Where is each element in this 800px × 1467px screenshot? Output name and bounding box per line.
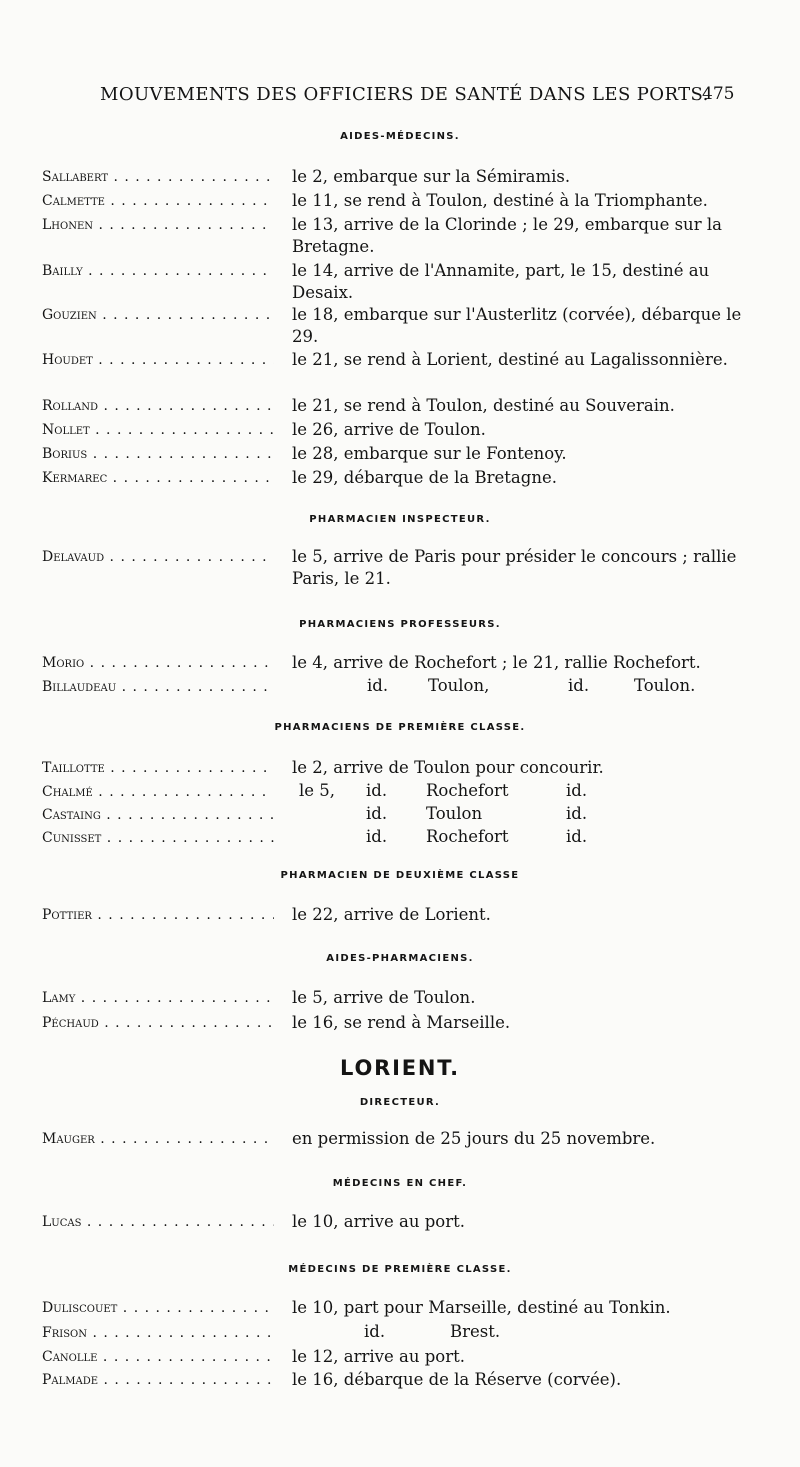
entry-name: Lucas . . .	[42, 1214, 274, 1236]
entry-col-4: id.	[566, 781, 588, 800]
entry-col-3: Brest.	[450, 1322, 501, 1341]
entry-col-4: Toulon.	[634, 676, 696, 695]
entry-col-2: id.	[366, 804, 388, 823]
section-heading-pharmaciens-professeurs: PHARMACIENS PROFESSEURS.	[299, 619, 501, 630]
entry-name: Palmade . . .	[42, 1372, 274, 1394]
section-heading-pharmacien-deuxieme: PHARMACIEN DE DEUXIÈME CLASSE	[280, 870, 520, 881]
entry-name: Sallabert . . .	[42, 169, 274, 191]
entry-text: le 28, embarque sur le Fontenoy.	[292, 444, 567, 463]
entry-name: Borius . . .	[42, 446, 274, 468]
entry-name: Taillotte . . .	[42, 760, 274, 782]
section-heading-medecins-en-chef: MÉDECINS EN CHEF.	[332, 1178, 468, 1189]
entry-text: le 18, embarque sur l'Austerlitz (corvée), débarque le 29.	[292, 305, 742, 346]
entry-name: Pottier . . .	[42, 907, 274, 929]
entry-name: Nollet . . .	[42, 422, 274, 444]
entry-text: le 12, arrive au port.	[292, 1347, 465, 1366]
entry-name: Péchaud . . .	[42, 1015, 274, 1037]
entry-text: en permission de 25 jours du 25 novembre.	[292, 1129, 656, 1148]
entry-text: le 4, arrive de Rochefort ; le 21, rallie Rochefort.	[292, 653, 701, 672]
entry-col-3: Rochefort	[426, 781, 509, 800]
page-number: 475	[702, 84, 735, 104]
entry-name: Cunisset . . .	[42, 830, 274, 852]
entry-col-3: Toulon	[426, 804, 483, 823]
entry-text: le 5, arrive de Toulon.	[292, 988, 476, 1007]
entry-name: Frison . . .	[42, 1325, 274, 1347]
entry-text: le 5, arrive de Paris pour présider le concours ; rallie Paris, le 21.	[292, 547, 737, 588]
entry-name: Calmette . . .	[42, 193, 274, 215]
section-heading-pharmacien-inspecteur: PHARMACIEN INSPECTEUR.	[309, 514, 491, 525]
entry-name: Lamy . . .	[42, 990, 274, 1012]
entry-name: Lhonen . . .	[42, 217, 274, 239]
entry-text: le 10, part pour Marseille, destiné au Tonkin.	[292, 1298, 671, 1317]
entry-text: le 22, arrive de Lorient.	[292, 905, 491, 924]
entry-name: Billaudeau . . .	[42, 679, 274, 701]
entry-text: le 10, arrive au port.	[292, 1212, 465, 1231]
entry-col-2: Toulon,	[428, 676, 490, 695]
entry-name: Canolle . . .	[42, 1349, 274, 1371]
entry-name: Chalmé . . .	[42, 784, 274, 806]
running-header: MOUVEMENTS DES OFFICIERS DE SANTÉ DANS LES PORTS.	[100, 84, 709, 105]
section-heading-medecins-premiere: MÉDECINS DE PREMIÈRE CLASSE.	[288, 1264, 512, 1275]
entry-col-2: id.	[366, 781, 388, 800]
entry-text: le 13, arrive de la Clorinde ; le 29, embarque sur la Bretagne.	[292, 215, 722, 256]
entry-col-4: id.	[566, 827, 588, 846]
entry-name: Rolland . . .	[42, 398, 274, 420]
entry-text: le 29, débarque de la Bretagne.	[292, 468, 557, 487]
entry-text: le 21, se rend à Lorient, destiné au Lagalissonnière.	[292, 350, 728, 369]
entry-name: Delavaud . . .	[42, 549, 274, 571]
entry-col-3: Rochefort	[426, 827, 509, 846]
entry-text: le 14, arrive de l'Annamite, part, le 15, destiné au Desaix.	[292, 261, 710, 302]
entry-name: Houdet . . .	[42, 352, 274, 374]
entry-col-2: id.	[364, 1322, 386, 1341]
entry-name: Bailly . . .	[42, 263, 274, 285]
entry-col-2: id.	[366, 827, 388, 846]
entry-col-3: id.	[568, 676, 590, 695]
entry-col-1: le 5,	[299, 781, 336, 800]
entry-text: le 26, arrive de Toulon.	[292, 420, 486, 439]
entry-col-4: id.	[566, 804, 588, 823]
entry-text: le 16, débarque de la Réserve (corvée).	[292, 1370, 622, 1389]
entry-name: Mauger . . .	[42, 1131, 274, 1153]
entry-text: le 11, se rend à Toulon, destiné à la Triomphante.	[292, 191, 708, 210]
section-heading-pharmaciens-premiere: PHARMACIENS DE PREMIÈRE CLASSE.	[274, 722, 526, 733]
entry-name: Morio . . .	[42, 655, 274, 677]
port-title-lorient: LORIENT.	[340, 1056, 460, 1080]
entry-name: Castaing . . .	[42, 807, 274, 829]
entry-col-1: id.	[367, 676, 389, 695]
entry-text: le 2, embarque sur la Sémiramis.	[292, 167, 571, 186]
entry-text: le 21, se rend à Toulon, destiné au Souverain.	[292, 396, 675, 415]
entry-name: Duliscouet . . .	[42, 1300, 274, 1322]
section-heading-aides-medecins: AIDES-MÉDECINS.	[340, 131, 460, 142]
entry-name: Kermarec . . .	[42, 470, 274, 492]
entry-text: le 16, se rend à Marseille.	[292, 1013, 511, 1032]
entry-text: le 2, arrive de Toulon pour concourir.	[292, 758, 604, 777]
entry-name: Gouzien . . .	[42, 307, 274, 329]
section-heading-directeur: DIRECTEUR.	[359, 1097, 441, 1108]
section-heading-aides-pharmaciens: AIDES-PHARMACIENS.	[326, 953, 474, 964]
